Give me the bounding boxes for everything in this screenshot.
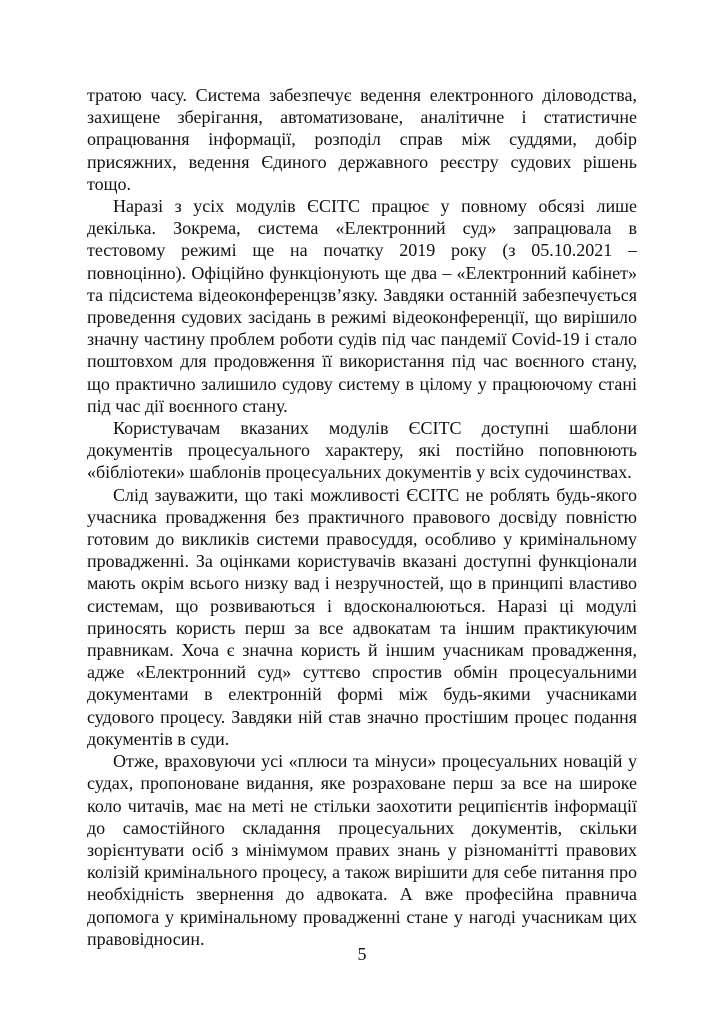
paragraph-continuation: тратою часу. Система забезпечує ведення електронного діловодства, захищене зберігання, автоматизоване, аналітичне і статистичне опрацювання інформації, розподіл справ між суддями, добір присяжних, ведення Єдиного державного реєстру судових рішень тощо.	[87, 85, 637, 194]
paragraph-esits-modules: Наразі з усіх модулів ЄСІТС працює у повному обсязі лише декілька. Зокрема, система «Електронний суд» запрацювала в тестовому режимі ще на початку 2019 року (з 05.10.2021 – повноцінно). Офіційно функціонують ще два – «Електронний кабінет» та підсистема відеоконференцзв’язку. Завдяки останній забезпечується проведення судових засідань в режимі відеоконференції, що вирішило значну частину проблем роботи судів під час пандемії Covid-19 і стало поштовхом для продовження її використання під час воєнного стану, що практично залишило судову систему в цілому у працюючому стані під час дії воєнного стану.	[87, 196, 637, 416]
paragraph-limitations: Слід зауважити, що такі можливості ЄСІТС не роблять будь-якого учасника провадження без практичного правового досвіду повністю готовим до викликів системи правосуддя, особливо у кримінальному провадженні. За оцінками користувачів вказані доступні функціонали мають окрім всього низку вад і незручностей, що в принципі властиво системам, що розвиваються і вдосконалюються. Наразі ці модулі приносять користь перш за все адвокатам та іншим практикуючим правникам. Хоча є значна користь й іншим учасникам провадження, адже «Електронний суд» суттєво спростив обмін процесуальними документами в електронній формі між будь-якими учасниками судового процесу. Завдяки ній став значно простішим процес подання документів в суди.	[87, 484, 637, 749]
page-number: 5	[357, 944, 367, 964]
body-text	[87, 84, 637, 950]
paragraph-conclusion: Отже, враховуючи усі «плюси та мінуси» процесуальних новацій у судах, пропоноване видання, яке розраховане перш за все на широке коло читачів, має на меті не стільки заохотити реципієнтів інформації до самостійного складання процесуальних документів, скільки зорієнтувати осіб з мінімумом правих знань у різноманітті правових колізій кримінального процесу, а також вирішити для себе питання про необхідність звернення до адвоката. А вже професійна правнича допомога у кримінальному провадженні стане у нагоді учасникам цих правовідносин.	[87, 751, 637, 949]
paragraph-templates: Користувачам вказаних модулів ЄСІТС доступні шаблони документів процесуального характеру, які постійно поповнюють «бібліотеки» шаблонів процесуальних документів у всіх судочинствах.	[87, 418, 637, 483]
